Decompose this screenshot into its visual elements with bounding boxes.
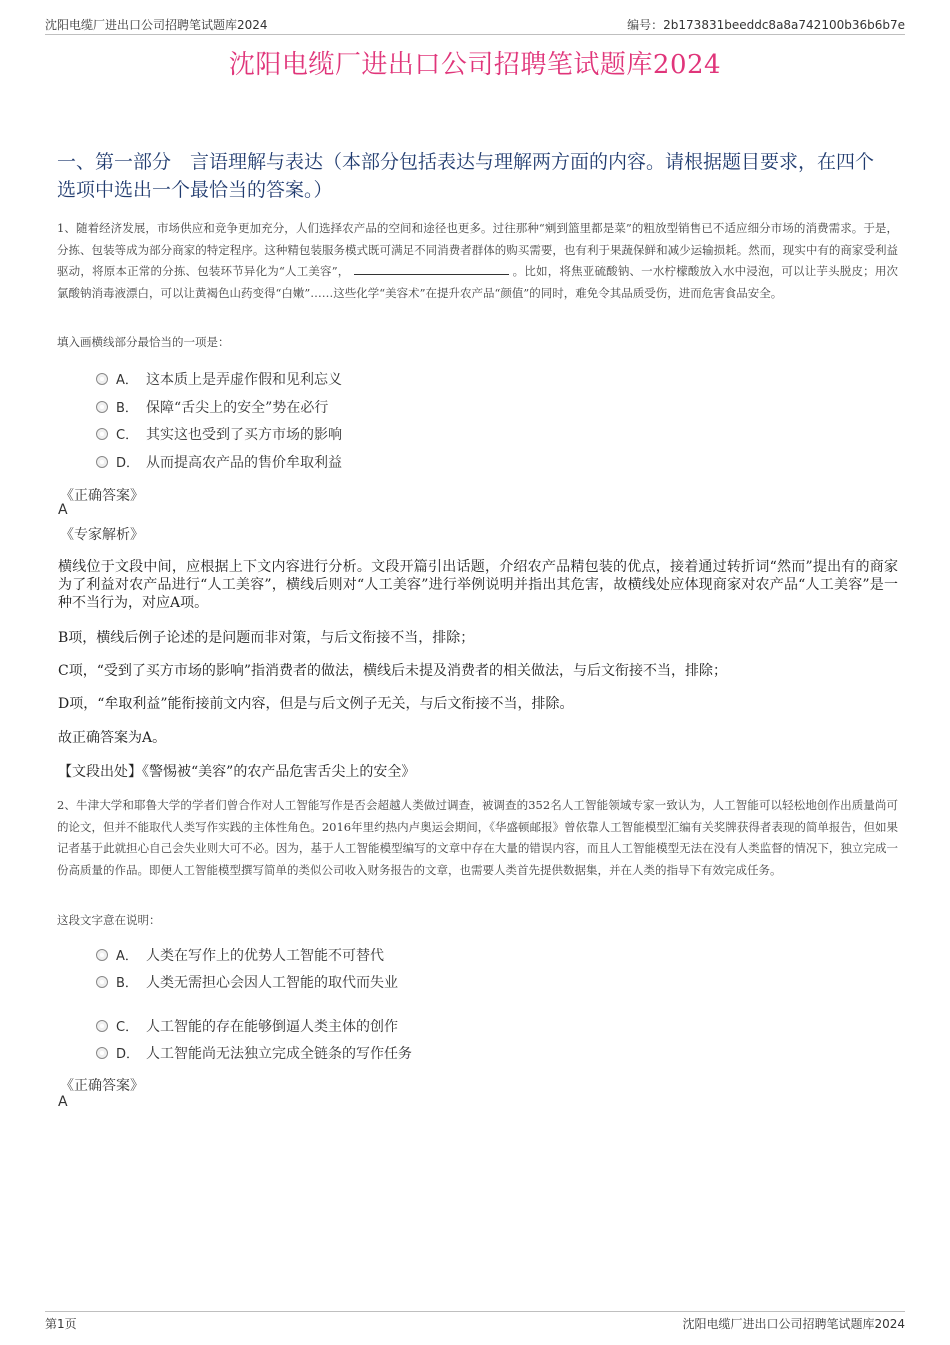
document-title: 沈阳电缆厂进出口公司招聘笔试题库2024 bbox=[228, 50, 722, 80]
header-title: 沈阳电缆厂进出口公司招聘笔试题库2024 bbox=[45, 18, 268, 32]
analysis-paragraph: B项，横线后例子论述的是问题而非对策，与后文衔接不当，排除； bbox=[58, 630, 475, 646]
page-header bbox=[45, 14, 905, 35]
question-2-prompt: 这段文字意在说明： bbox=[57, 913, 161, 927]
footer-title: 沈阳电缆厂进出口公司招聘笔试题库2024 bbox=[682, 1317, 905, 1331]
question-2-option-a[interactable] bbox=[96, 945, 384, 967]
option-text: 人类无需担心会因人工智能的取代而失业 bbox=[146, 975, 398, 991]
analysis-paragraph: 横线位于文段中间，应根据上下文内容进行分析。文段开篇引出话题，介绍农产品精包装的优点，接着通过转折词“然而”提出有的商家为了利益对农产品进行“人工美容”，横线后则对“人工美容”进行举例说明并指出其危害，故横线处应体现商家对农产品“人工美容”是一种不当行为，对应A项。 bbox=[58, 559, 898, 611]
option-text: 从而提高农产品的售价牟取利益 bbox=[146, 455, 342, 471]
header-serial-number: 编号：2b173831beeddc8a8a742100b36b6b7e bbox=[627, 18, 905, 32]
page-number: 第1页 bbox=[45, 1317, 77, 1331]
fill-in-blank bbox=[354, 262, 509, 275]
option-letter: B． bbox=[116, 401, 138, 416]
question-1-option-b[interactable] bbox=[96, 397, 328, 419]
option-letter: D． bbox=[116, 1047, 140, 1062]
option-text: 人工智能的存在能够倒逼人类主体的创作 bbox=[146, 1019, 398, 1035]
radio-button-icon[interactable] bbox=[96, 456, 108, 468]
option-letter: C． bbox=[116, 1020, 139, 1035]
section-heading: 一、第一部分 言语理解与表达（本部分包括表达与理解两方面的内容。请根据题目要求，在四个选项中选出一个最恰当的答案。） bbox=[57, 151, 875, 201]
option-text: 人工智能尚无法独立完成全链条的写作任务 bbox=[146, 1046, 412, 1062]
option-letter: C． bbox=[116, 428, 139, 443]
analysis-paragraph: D项，“牟取利益”能衔接前文内容，但是与后文例子无关，与后文衔接不当，排除。 bbox=[58, 696, 574, 712]
radio-button-icon[interactable] bbox=[96, 373, 108, 385]
option-text: 这本质上是弄虚作假和见利忘义 bbox=[146, 372, 342, 388]
option-letter: B． bbox=[116, 976, 138, 991]
question-1-stem bbox=[57, 218, 898, 304]
option-letter: A． bbox=[116, 949, 138, 964]
question-1-analysis-label: 《专家解析》 bbox=[60, 527, 144, 543]
option-text: 其实这也受到了买方市场的影响 bbox=[146, 427, 342, 443]
question-2-option-b[interactable] bbox=[96, 972, 398, 994]
radio-button-icon[interactable] bbox=[96, 976, 108, 988]
radio-button-icon[interactable] bbox=[96, 401, 108, 413]
page-footer bbox=[45, 1311, 905, 1332]
analysis-source: 【文段出处】《警惕被“美容”的农产品危害舌尖上的安全》 bbox=[58, 764, 416, 780]
question-1-answer-label: 《正确答案》 bbox=[60, 488, 144, 504]
question-1-answer: A bbox=[58, 502, 68, 518]
question-1-stem-after-blank: 。比如，将焦亚硫酸钠、一水柠檬酸放入水中浸泡，可以让芋头脱皮；用次氯酸钠消毒液漂白，可以让黄褐色山药变得“白嫩”……这些化学“美容术”在提升农产品“颜值”的同时，难免令其品质受伤，进而危害食品安全。 bbox=[57, 264, 899, 300]
radio-button-icon[interactable] bbox=[96, 1047, 108, 1059]
question-1-prompt: 填入画横线部分最恰当的一项是： bbox=[57, 335, 230, 349]
question-1-stem-before-blank: 1、随着经济发展，市场供应和竞争更加充分，人们选择农产品的空间和途径也更多。过往那种“剜到篮里都是菜”的粗放型销售已不适应细分市场的消费需求。于是，分拣、包装等成为部分商家的特定程序。这种精包装服务模式既可满足不同消费者群体的购买需要，也有利于果蔬保鲜和减少运输损耗。然而，现实中有的商家受利益驱动，将原本正常的分拣、包装环节异化为“人工美容”， bbox=[57, 221, 898, 278]
option-text: 人类在写作上的优势人工智能不可替代 bbox=[146, 948, 384, 964]
radio-button-icon[interactable] bbox=[96, 949, 108, 961]
question-2-stem: 2、牛津大学和耶鲁大学的学者们曾合作对人工智能写作是否会超越人类做过调查，被调查的352名人工智能领域专家一致认为，人工智能可以轻松地创作出质量尚可的论文，但并不能取代人类写作实践的主体性角色。2016年里约热内卢奥运会期间，《华盛顿邮报》曾依靠人工智能模型汇编有关奖牌获得者表现的简单报告，但如果记者基于此就担心自己会失业则大可不必。因为，基于人工智能模型编写的文章中存在大量的错误内容，而且人工智能模型无法在没有人类监督的情况下，独立完成一份高质量的作品。即便人工智能模型撰写简单的类似公司收入财务报告的文章，也需要人类首先提供数据集，并在人类的指导下有效完成任务。 bbox=[57, 798, 898, 877]
question-2-answer: A bbox=[58, 1094, 68, 1110]
analysis-paragraph: C项，“受到了买方市场的影响”指消费者的做法，横线后未提及消费者的相关做法，与后文衔接不当，排除； bbox=[58, 663, 728, 679]
analysis-conclusion: 故正确答案为A。 bbox=[58, 730, 167, 746]
question-1-option-d[interactable] bbox=[96, 452, 342, 474]
option-text: 保障“舌尖上的安全”势在必行 bbox=[146, 400, 329, 416]
question-2-option-d[interactable] bbox=[96, 1043, 412, 1065]
option-letter: A． bbox=[116, 373, 138, 388]
radio-button-icon[interactable] bbox=[96, 1020, 108, 1032]
question-1-option-a[interactable] bbox=[96, 369, 342, 391]
question-1-option-c[interactable] bbox=[96, 424, 342, 446]
radio-button-icon[interactable] bbox=[96, 428, 108, 440]
question-2-option-c[interactable] bbox=[96, 1016, 398, 1038]
question-2-answer-label: 《正确答案》 bbox=[60, 1078, 144, 1094]
option-letter: D． bbox=[116, 456, 140, 471]
